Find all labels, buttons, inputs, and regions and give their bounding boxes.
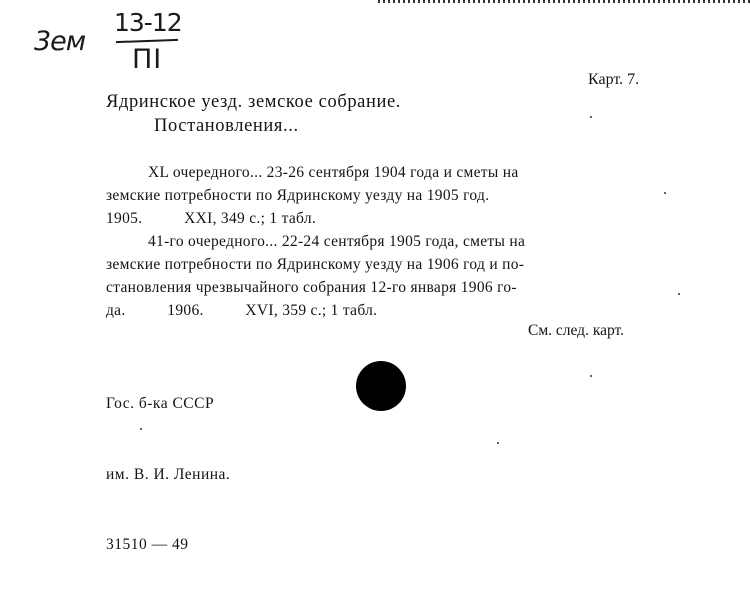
entry-1-line-1: XL очередного... 23-26 сентября 1904 года и сметы на [148,164,519,181]
handwritten-fraction-line [116,39,178,43]
speck [590,116,592,118]
perforation-edge [378,0,750,3]
handwritten-prefix: 3ем [34,26,86,57]
speck [590,375,592,377]
punch-hole [356,361,406,411]
library-stamp [106,345,230,604]
library-stamp-line-2: им. В. И. Ленина. [106,465,231,483]
entry-1-line-3: 1905. XXI, 349 с.; 1 табл. [106,210,317,227]
speck [497,442,499,444]
entry-2-line-3: становления чрезвычайного собрания 12-го января 1906 го- [106,279,517,296]
speck [664,192,666,194]
card-title: Ядринское уезд. земское собрание. [106,92,402,112]
library-stamp-line-1: Гос. б-ка СССР [106,395,215,412]
speck [140,428,142,430]
card-subtitle: Постановления... [154,116,299,136]
entry-1-line-2: земские потребности по Ядринскому уезду на 1905 год. [106,187,490,204]
handwritten-denominator: ПI [132,44,163,75]
library-stamp-line-3: 31510 — 49 [106,536,189,553]
speck [678,293,680,295]
entry-2-line-4: да. 1906. XVI, 359 с.; 1 табл. [106,302,378,319]
entry-2-line-2: земские потребности по Ядринскому уезду на 1906 год и по- [106,256,525,273]
card-number: Карт. 7. [588,71,640,88]
handwritten-numerator: 13-12 [114,8,182,37]
entry-2-line-1: 41-го очередного... 22-24 сентября 1905 года, сметы на [148,233,526,250]
see-next-card: См. след. карт. [528,322,625,339]
